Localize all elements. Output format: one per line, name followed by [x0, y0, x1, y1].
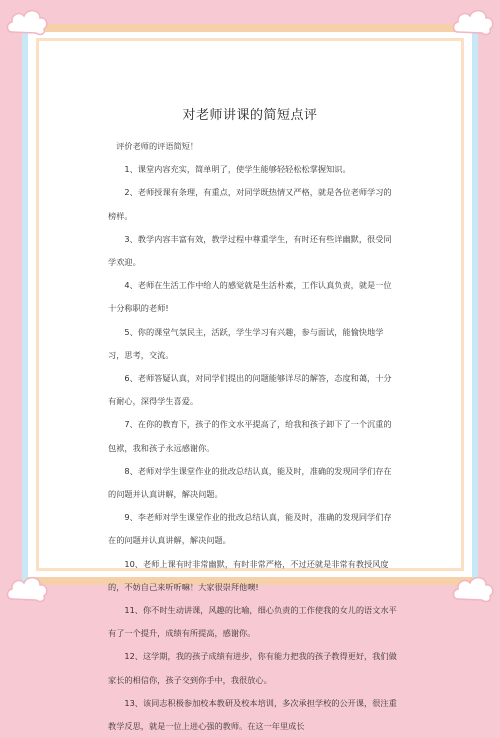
paragraph: 2、老师授课有条理，有重点，对同学既热情又严格，就是各位老师学习的榜样。	[108, 187, 392, 221]
document-body	[108, 135, 398, 738]
cloud-icon	[450, 571, 496, 605]
paragraph: 13、该同志积极参加校本教研及校本培训，多次承担学校的公开课，很注重教学反思，就是一位上进心强的教师。在这一年里成长	[108, 697, 397, 732]
paragraph: 7、在你的教育下，孩子的作文水平提高了，给我和孩子卸下了一个沉重的包袱，我和孩子永远感谢你。	[108, 419, 392, 453]
paragraph: 3、教学内容丰富有效，教学过程中尊重学生，有时还有些详幽默，很受同学欢迎。	[108, 233, 392, 268]
cloud-icon	[4, 4, 50, 38]
document-title: 对老师讲课的简短点评	[182, 108, 318, 123]
paragraph: 5、你的课堂气氛民主，活跃，学生学习有兴趣，参与面试，能愉快地学习，思考，交流。	[108, 326, 384, 360]
cloud-icon	[450, 4, 496, 38]
paragraph: 12、这学期，我的孩子成绩有进步，你有能力把我的孩子教得更好，我们做家长的相信你，孩子交到你手中，我很放心。	[108, 651, 397, 685]
cloud-icon	[4, 571, 50, 605]
paragraph: 4、老师在生活工作中给人的感觉就是生活朴素，工作认真负责，就是一位十分称职的老师!	[108, 280, 392, 314]
paragraph: 11、你不时生动讲课，风趣的比喻，细心负责的工作使我的女儿的语文水平有了一个提升，成绩有所提高，感谢你。	[108, 605, 397, 639]
paragraph: 1、课堂内容充实，简单明了，使学生能够轻轻松松掌握知识。	[124, 164, 351, 175]
paragraph: 6、老师答疑认真，对同学们提出的问题能够详尽的解答，态度和蔼，十分有耐心，深得学生喜爱。	[108, 373, 392, 407]
paragraph: 8、老师对学生课堂作业的批改总结认真，能及时，准确的发现同学们存在的问题并认真讲解，解决问题。	[108, 465, 392, 500]
paragraph: 9、李老师对学生课堂作业的批改总结认真，能及时，准确的发现同学们存在的问题并认真讲解，解决问题。	[108, 512, 392, 546]
paragraph: 10、老师上课有时非常幽默，有时非常严格，不过还就是非常有教授风度的，不妨自己来听听嘛！大家很崇拜他噢!	[108, 558, 389, 592]
intro-line: 评价老师的评语简短！	[116, 141, 199, 151]
